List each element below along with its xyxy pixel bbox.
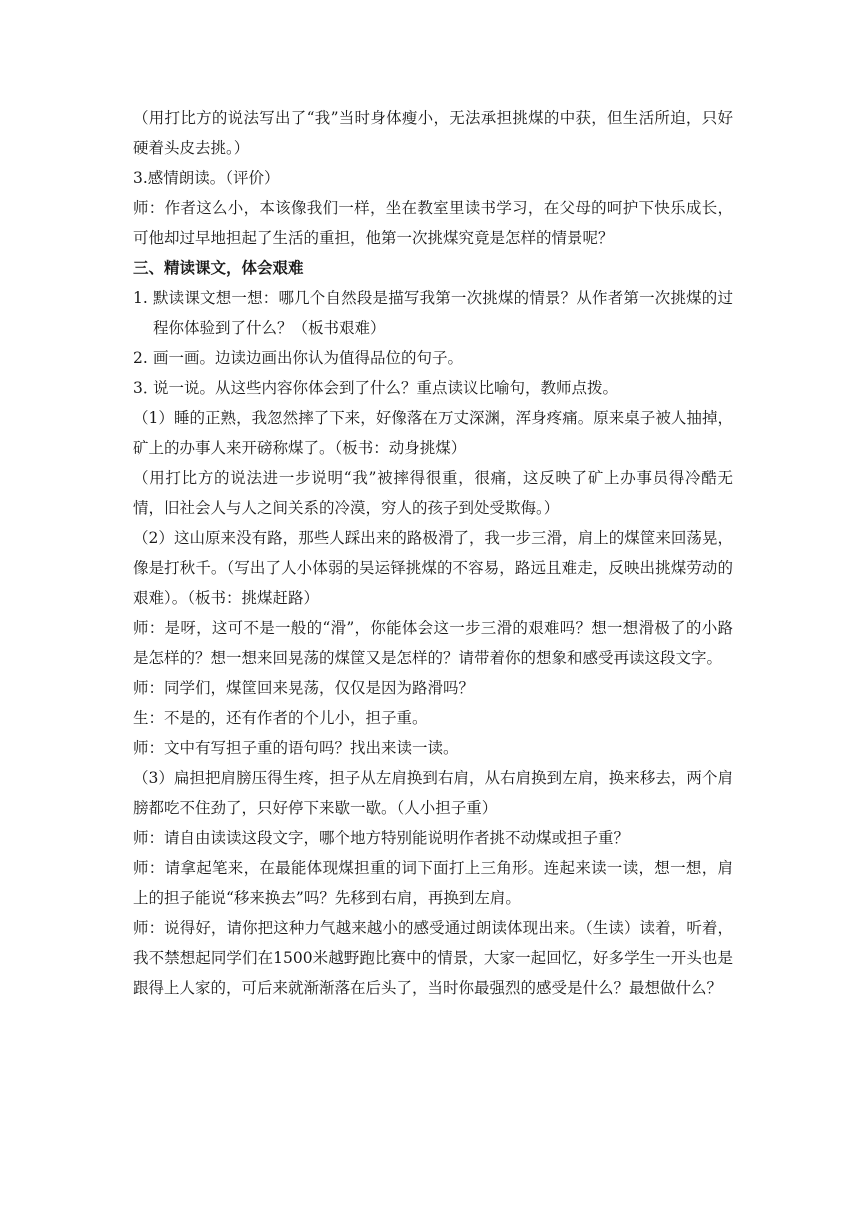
- paragraph: 生：不是的，还有作者的个儿小，担子重。: [133, 709, 428, 727]
- item-text: 画一画。边读边画出你认为值得品位的句子。: [153, 349, 464, 367]
- numbered-item: [133, 283, 733, 343]
- paragraph: 师：说得好，请你把这种力气越来越小的感受通过朗读体现出来。（生读）读着，听着，我不禁想起同学们在1500米越野跑比赛中的情景，大家一起回忆，好多学生一开头也是跟得上人家的，可后来就渐渐落在后头了，当时你最强烈的感受是什么？最想做什么？: [133, 919, 733, 997]
- paragraph: 师：同学们，煤筐回来晃荡，仅仅是因为路滑吗？: [133, 679, 475, 697]
- item-number: 3．: [133, 379, 159, 397]
- section-heading: 三、精读课文，体会艰难: [133, 259, 304, 277]
- numbered-item: [133, 343, 733, 373]
- paragraph: （用打比方的说法进一步说明“我”被摔得很重，很痛，这反映了矿上办事员得冷酷无情，旧社会人与人之间关系的冷漠，穷人的孩子到处受欺侮。）: [133, 469, 733, 517]
- item-number: 1.: [133, 289, 148, 307]
- paragraph: 师：文中有写担子重的语句吗？找出来读一读。: [133, 739, 459, 757]
- numbered-item: [133, 373, 733, 403]
- item-number: 2.: [133, 349, 148, 367]
- item-text: 默读课文想一想：哪几个自然段是描写我第一次挑煤的情景？从作者第一次挑煤的过程你体验到了什么？（板书艰难）: [153, 289, 733, 337]
- paragraph: 师：请自由读读这段文字，哪个地方特别能说明作者挑不动煤或担子重？: [133, 829, 630, 847]
- item-text: 说一说。从这些内容你体会到了什么？重点读议比喻句，教师点拨。: [153, 379, 619, 397]
- paragraph: （1）睡的正熟，我忽然摔了下来，好像落在万丈深渊，浑身疼痛。原来桌子被人抽掉，矿上的办事人来开磅称煤了。（板书：动身挑煤）: [133, 409, 733, 457]
- paragraph: （3）扁担把肩膀压得生疼，担子从左肩换到右肩，从右肩换到左肩，换来移去，两个肩膀都吃不住劲了，只好停下来歇一歇。（人小担子重）: [133, 769, 733, 817]
- paragraph: 师：请拿起笔来，在最能体现煤担重的词下面打上三角形。连起来读一读，想一想，肩上的担子能说“移来换去”吗？先移到右肩，再换到左肩。: [133, 859, 733, 907]
- paragraph: （2）这山原来没有路，那些人踩出来的路极滑了，我一步三滑，肩上的煤筐来回荡晃，像是打秋千。（写出了人小体弱的吴运铎挑煤的不容易，路远且难走，反映出挑煤劳动的艰难）。（板书：挑煤赶路）: [133, 529, 733, 607]
- paragraph: 3.感情朗读。（评价）: [133, 169, 280, 187]
- document-page: [133, 103, 733, 1003]
- paragraph: 师：是呀，这可不是一般的“滑”，你能体会这一步三滑的艰难吗？想一想滑极了的小路是怎样的？想一想来回晃荡的煤筐又是怎样的？请带着你的想象和感受再读这段文字。: [133, 619, 733, 667]
- paragraph: 师：作者这么小，本该像我们一样，坐在教室里读书学习，在父母的呵护下快乐成长，可他却过早地担起了生活的重担，他第一次挑煤究竟是怎样的情景呢？: [133, 199, 733, 247]
- paragraph: （用打比方的说法写出了“我”当时身体瘦小，无法承担挑煤的中获，但生活所迫，只好硬着头皮去挑。）: [133, 109, 733, 157]
